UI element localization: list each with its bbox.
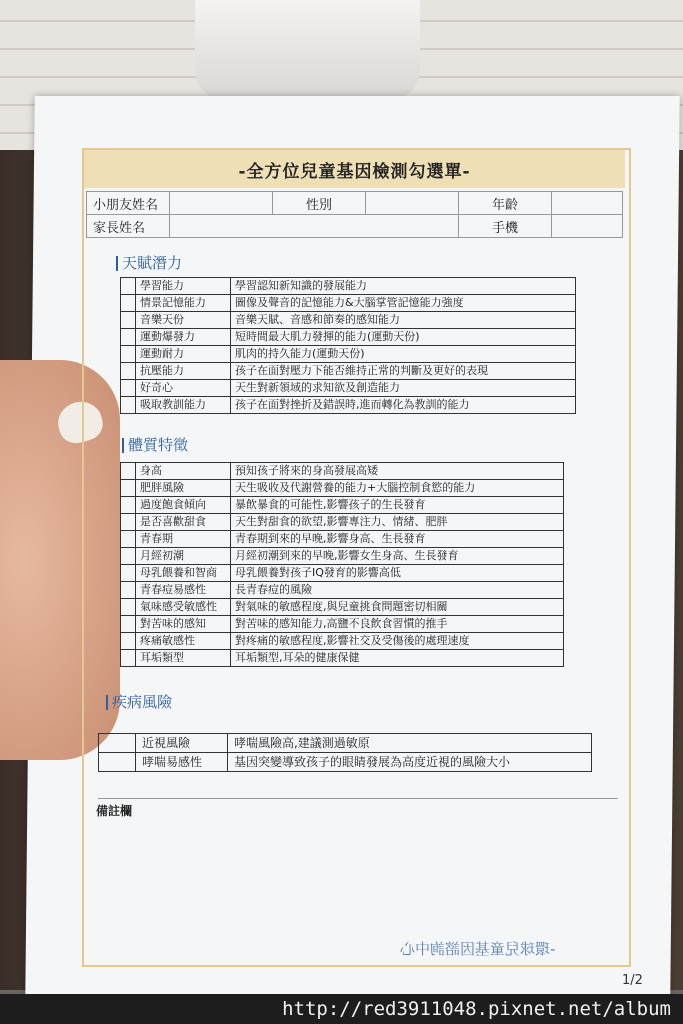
row-name: 耳垢類型: [136, 650, 231, 667]
table-row: [121, 548, 564, 565]
checkbox-cell[interactable]: [121, 565, 136, 582]
row-description: 對疼痛的敏感程度,影響社交及受傷後的處理速度: [231, 633, 564, 650]
table-row: [121, 312, 576, 329]
row-name: 吸取教訓能力: [136, 397, 231, 414]
row-description: 長青春痘的風險: [231, 582, 564, 599]
row-description: 耳垢類型,耳朵的健康保健: [231, 650, 564, 667]
checkbox-cell[interactable]: [121, 650, 136, 667]
checkbox-cell[interactable]: [121, 531, 136, 548]
parent-name-field[interactable]: [170, 215, 459, 238]
row-description: 月經初潮到來的早晚,影響女生身高、生長發育: [231, 548, 564, 565]
checkbox-cell[interactable]: [121, 397, 136, 414]
row-description: 學習認知新知識的發展能力: [231, 278, 576, 295]
parent-name-label: 家長姓名: [87, 215, 170, 238]
section-body: 體質特徵: [122, 434, 188, 455]
row-name: 肥胖風險: [136, 480, 231, 497]
notes-label: 備註欄: [96, 804, 133, 818]
row-description: 對氣味的敏感程度,與兒童挑食問題密切相關: [231, 599, 564, 616]
table-row: [121, 397, 576, 414]
row-name: 對苦味的感知: [136, 616, 231, 633]
checkbox-cell[interactable]: [121, 380, 136, 397]
row-name: 過度飽食傾向: [136, 497, 231, 514]
age-field[interactable]: [552, 192, 623, 215]
info-table: [86, 191, 623, 238]
table-row: [121, 650, 564, 667]
row-name: 青春期: [136, 531, 231, 548]
row-name: 月經初潮: [136, 548, 231, 565]
row-name: 好奇心: [136, 380, 231, 397]
checkbox-cell[interactable]: [121, 548, 136, 565]
table-row: [121, 329, 576, 346]
gender-field[interactable]: [366, 192, 459, 215]
row-name: 是否喜歡甜食: [136, 514, 231, 531]
row-name: 氣味感受敏感性: [136, 599, 231, 616]
checkbox-cell[interactable]: [121, 295, 136, 312]
row-name: 運動爆發力: [136, 329, 231, 346]
disease-table: [98, 733, 592, 772]
row-name: 抗壓能力: [136, 363, 231, 380]
child-name-label: 小朋友姓名: [87, 192, 170, 215]
table-row: [121, 599, 564, 616]
row-description: 天生對新領域的求知欲及創造能力: [231, 380, 576, 397]
row-name: 青春痘易感性: [136, 582, 231, 599]
row-name: 近視風險: [136, 734, 228, 753]
table-row: [121, 633, 564, 650]
checkbox-cell[interactable]: [99, 753, 136, 772]
row-description: 暴飲暴食的可能性,影響孩子的生長發育: [231, 497, 564, 514]
row-name: 學習能力: [136, 278, 231, 295]
table-row: [121, 531, 564, 548]
row-description: 短時間最大肌力發揮的能力(運動天份): [231, 329, 576, 346]
row-description: 天生吸收及代謝營養的能力+大腦控制食慾的能力: [231, 480, 564, 497]
checkbox-cell[interactable]: [121, 582, 136, 599]
form-title: -全方位兒童基因檢測勾選單-: [84, 150, 625, 188]
row-name: 情景記憶能力: [136, 295, 231, 312]
row-description: 肌肉的持久能力(運動天份): [231, 346, 576, 363]
row-description: 天生對甜食的欲望,影響專注力、情緒、肥胖: [231, 514, 564, 531]
checkbox-cell[interactable]: [121, 514, 136, 531]
checkbox-cell[interactable]: [121, 599, 136, 616]
age-label: 年齡: [459, 192, 552, 215]
row-description: 孩子在面對挫折及錯誤時,進而轉化為教訓的能力: [231, 397, 576, 414]
checkbox-cell[interactable]: [121, 346, 136, 363]
checkbox-cell[interactable]: [121, 363, 136, 380]
table-row: [121, 582, 564, 599]
section-disease: 疾病風險: [106, 691, 172, 712]
table-row: [121, 514, 564, 531]
table-row: [121, 480, 564, 497]
row-name: 音樂天份: [136, 312, 231, 329]
row-description: 孩子在面對壓力下能否維持正常的判斷及更好的表現: [231, 363, 576, 380]
row-description: 哮喘風險高,建議測過敏原: [227, 734, 591, 753]
checkbox-cell[interactable]: [121, 278, 136, 295]
table-row: [121, 380, 576, 397]
row-description: 基因突變導致孩子的眼睛發展為高度近視的風險大小: [227, 753, 591, 772]
table-row: [99, 734, 592, 753]
gender-label: 性別: [273, 192, 366, 215]
table-row: [121, 497, 564, 514]
checkbox-cell[interactable]: [121, 633, 136, 650]
body-table: [120, 462, 564, 667]
section-talent: 天賦潛力: [116, 252, 182, 273]
checkbox-cell[interactable]: [121, 616, 136, 633]
row-name: 運動耐力: [136, 346, 231, 363]
notes-divider: [98, 798, 618, 799]
row-description: 母乳餵養對孩子IQ發育的影響高低: [231, 565, 564, 582]
phone-field[interactable]: [552, 215, 623, 238]
table-row: [121, 363, 576, 380]
row-description: 音樂天賦、音感和節奏的感知能力: [231, 312, 576, 329]
table-row: [121, 616, 564, 633]
table-row: [121, 565, 564, 582]
page-number: 1/2: [622, 973, 643, 988]
checkbox-cell[interactable]: [121, 312, 136, 329]
watermark-url: http://red3911048.pixnet.net/album: [0, 994, 683, 1024]
table-row: [99, 753, 592, 772]
table-row: [121, 463, 564, 480]
table-row: [121, 295, 576, 312]
checkbox-cell[interactable]: [121, 463, 136, 480]
checkbox-cell[interactable]: [121, 497, 136, 514]
row-description: 對苦味的感知能力,高鹽不良飲食習慣的推手: [231, 616, 564, 633]
row-description: 青春期到來的早晚,影響身高、生長發育: [231, 531, 564, 548]
row-name: 疼痛敏感性: [136, 633, 231, 650]
checkbox-cell[interactable]: [99, 734, 136, 753]
row-description: 圖像及聲音的記憶能力&大腦掌管記憶能力強度: [231, 295, 576, 312]
phone-label: 手機: [459, 215, 552, 238]
row-name: 母乳餵養和智商: [136, 565, 231, 582]
checkbox-cell[interactable]: [121, 329, 136, 346]
footer-mirrored: -環球兒童基因諮詢中心: [400, 940, 556, 958]
row-description: 預知孩子將來的身高發展高矮: [231, 463, 564, 480]
table-row: [121, 346, 576, 363]
row-name: 哮喘易感性: [136, 753, 228, 772]
checkbox-cell[interactable]: [121, 480, 136, 497]
talent-table: [120, 277, 576, 414]
child-name-field[interactable]: [170, 192, 273, 215]
row-name: 身高: [136, 463, 231, 480]
chair-back: [195, 0, 420, 100]
table-row: [121, 278, 576, 295]
